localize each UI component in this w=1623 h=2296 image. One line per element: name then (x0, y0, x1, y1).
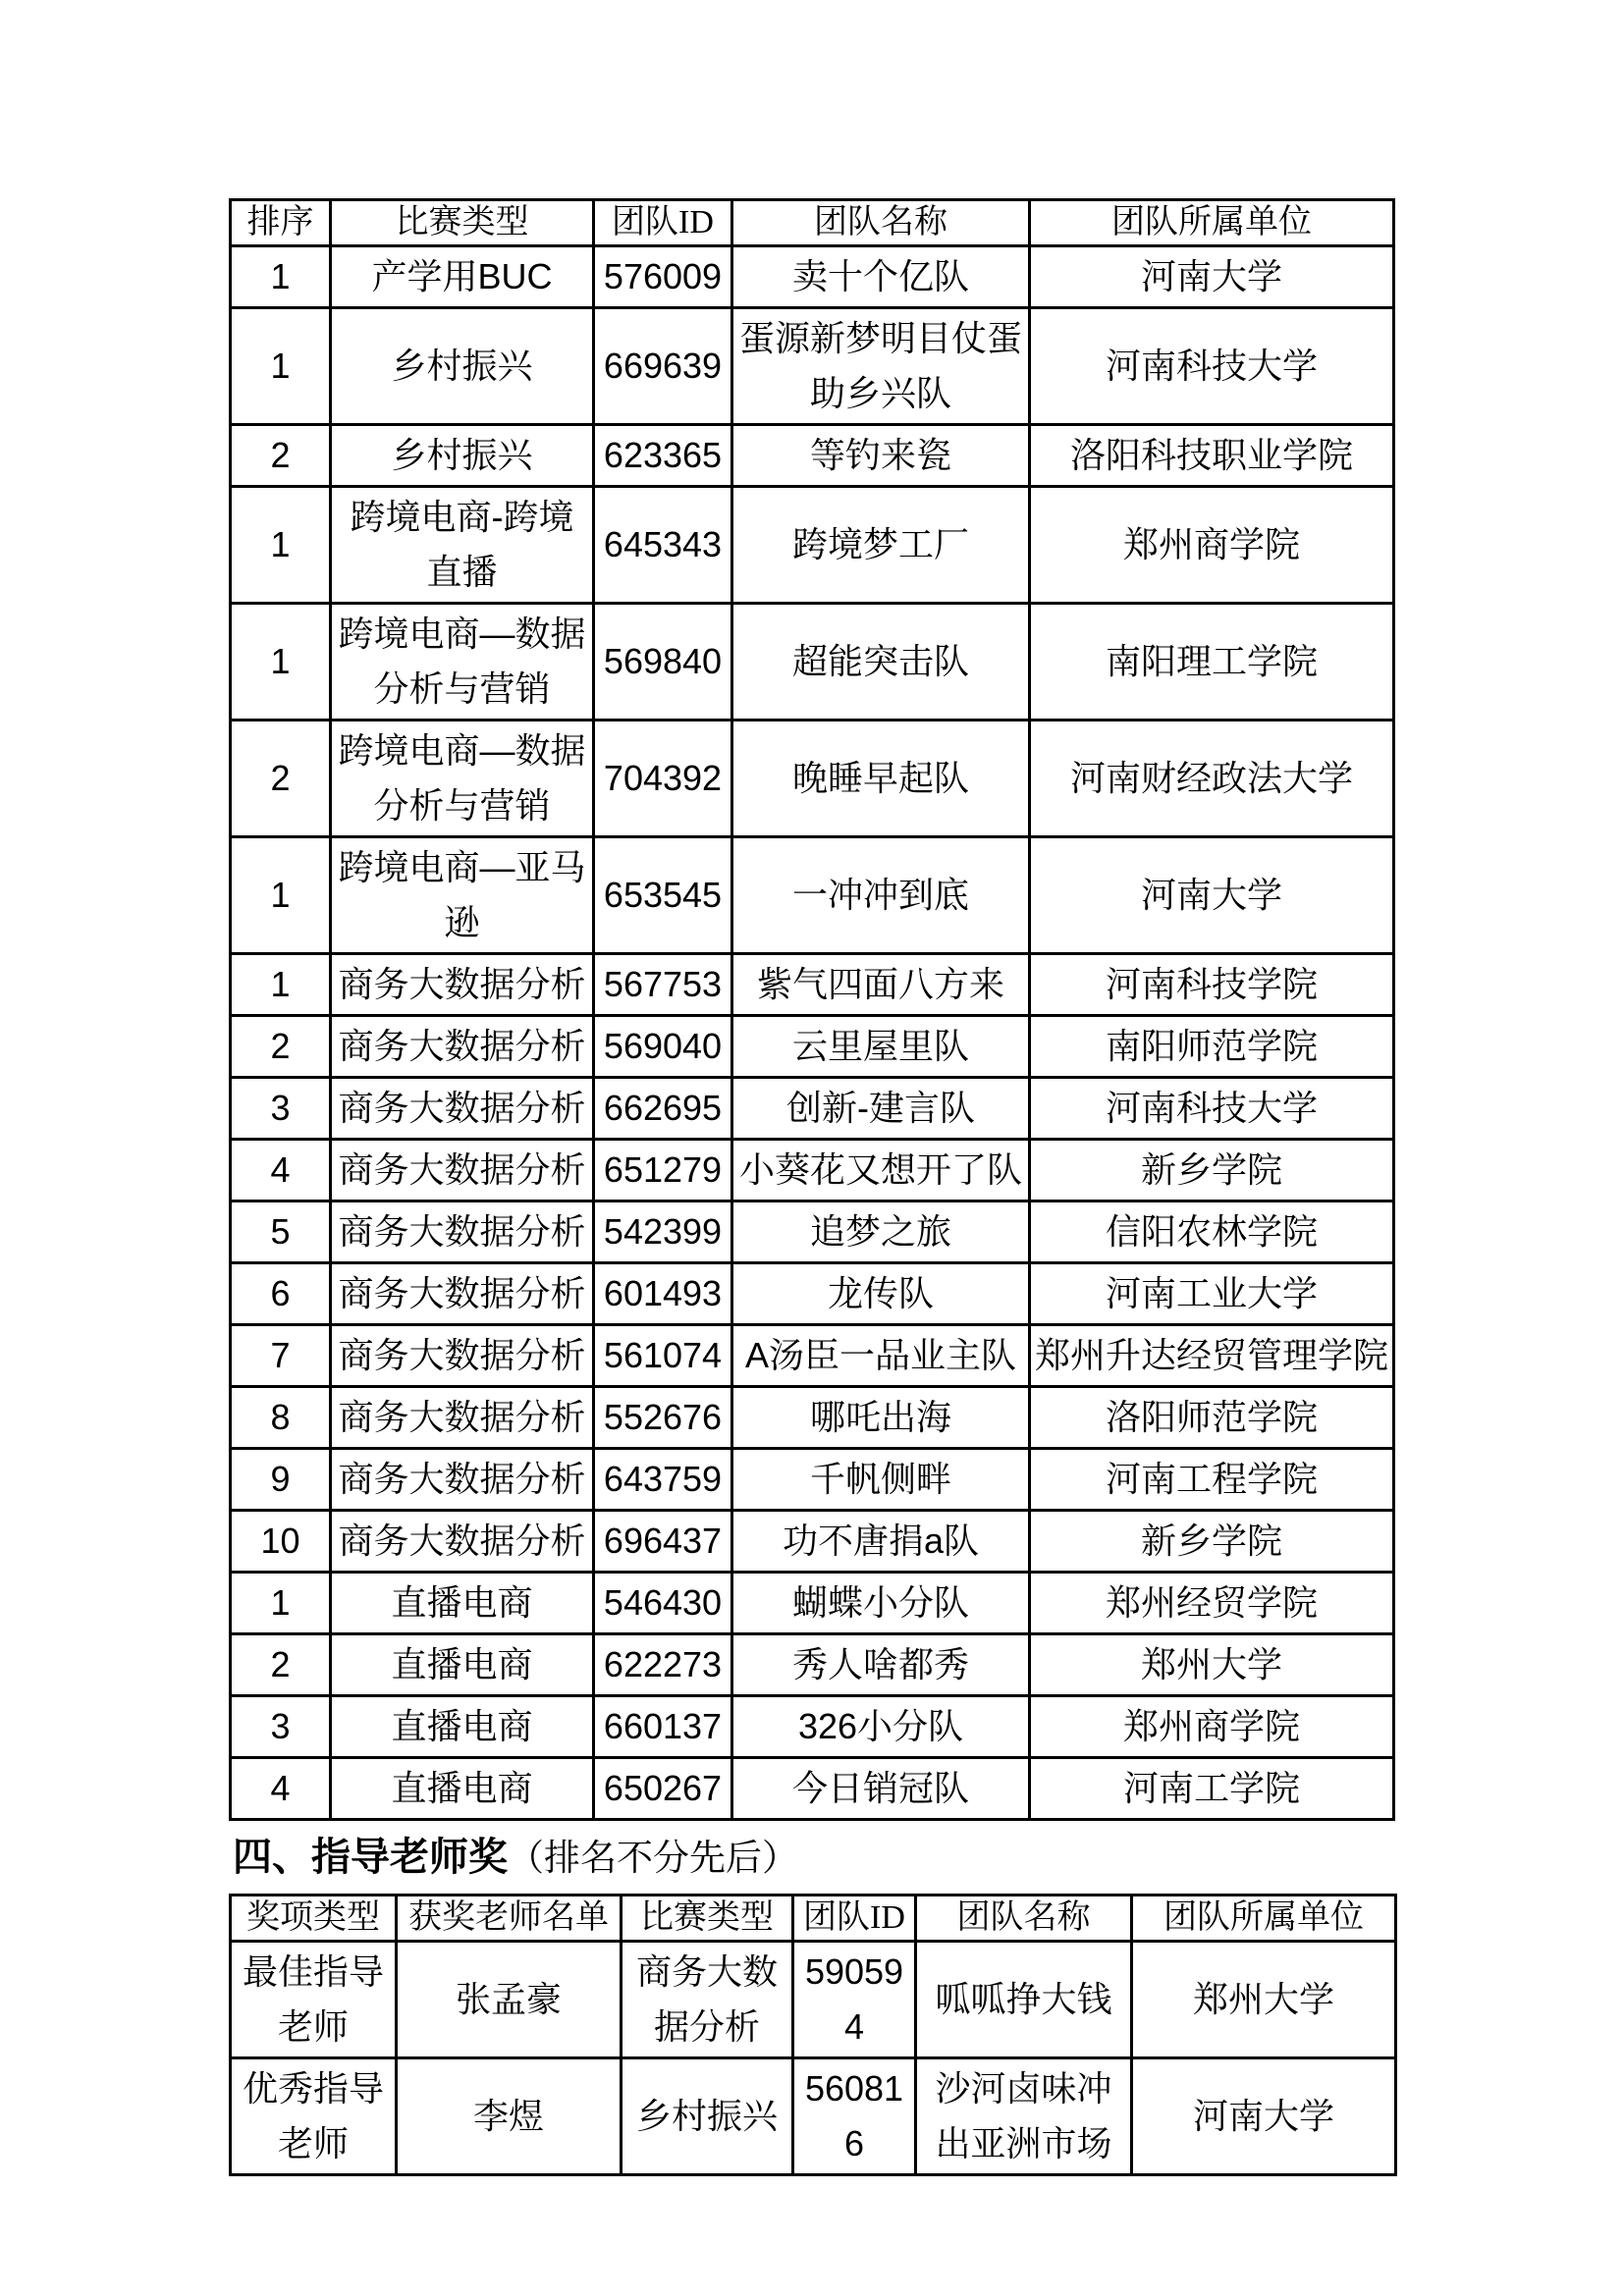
cell: 沙河卤味冲出亚洲市场 (916, 2058, 1132, 2175)
cell: 2 (231, 425, 331, 487)
cell: 创新-建言队 (732, 1078, 1030, 1140)
table-row (231, 1078, 1394, 1140)
table-row (231, 1201, 1394, 1263)
cell: 1 (231, 246, 331, 308)
cell: 功不唐捐a队 (732, 1511, 1030, 1573)
cell: 直播电商 (331, 1696, 594, 1758)
cell: 乡村振兴 (331, 308, 594, 425)
cell: 2 (231, 721, 331, 837)
cell: 542399 (594, 1201, 732, 1263)
table-row (231, 487, 1394, 604)
cell: 郑州大学 (1030, 1634, 1394, 1696)
column-header: 团队名称 (916, 1896, 1132, 1942)
cell: 河南大学 (1132, 2058, 1396, 2175)
cell: 超能突击队 (732, 604, 1030, 721)
cell: 直播电商 (331, 1573, 594, 1634)
section-title (229, 1833, 1623, 1884)
table-row (231, 2058, 1396, 2175)
cell: 1 (231, 1573, 331, 1634)
table-row (231, 837, 1394, 954)
table-row (231, 604, 1394, 721)
cell: 千帆侧畔 (732, 1449, 1030, 1511)
cell: 乡村振兴 (622, 2058, 793, 2175)
cell: 567753 (594, 954, 732, 1016)
cell: 河南科技大学 (1030, 1078, 1394, 1140)
cell: 546430 (594, 1573, 732, 1634)
cell: 蛋源新梦明目仗蛋助乡兴队 (732, 308, 1030, 425)
cell: 4 (231, 1758, 331, 1820)
table-row (231, 1387, 1394, 1449)
cell: 2 (231, 1016, 331, 1078)
table-row (231, 1634, 1394, 1696)
column-header: 团队所属单位 (1030, 200, 1394, 246)
awards-table-head (231, 200, 1394, 246)
cell: 河南大学 (1030, 246, 1394, 308)
cell: 李煜 (397, 2058, 622, 2175)
cell: 郑州商学院 (1030, 487, 1394, 604)
cell: 601493 (594, 1263, 732, 1325)
cell: 商务大数据分析 (622, 1942, 793, 2058)
cell: 561074 (594, 1325, 732, 1387)
cell: 569040 (594, 1016, 732, 1078)
cell: 商务大数据分析 (331, 1078, 594, 1140)
awards-table-body (231, 246, 1394, 1820)
cell: 696437 (594, 1511, 732, 1573)
cell: 650267 (594, 1758, 732, 1820)
cell: 河南工业大学 (1030, 1263, 1394, 1325)
cell: 645343 (594, 487, 732, 604)
cell: 7 (231, 1325, 331, 1387)
column-header: 团队ID (594, 200, 732, 246)
awards-table (229, 198, 1395, 1821)
cell: 秀人啥都秀 (732, 1634, 1030, 1696)
cell: 跨境电商-跨境直播 (331, 487, 594, 604)
cell: 郑州商学院 (1030, 1696, 1394, 1758)
cell: 商务大数据分析 (331, 1511, 594, 1573)
cell: 560816 (793, 2058, 916, 2175)
cell: 新乡学院 (1030, 1511, 1394, 1573)
cell: 623365 (594, 425, 732, 487)
cell: 商务大数据分析 (331, 1201, 594, 1263)
cell: 云里屋里队 (732, 1016, 1030, 1078)
cell: 紫气四面八方来 (732, 954, 1030, 1016)
cell: 跨境电商—数据分析与营销 (331, 721, 594, 837)
column-header: 比赛类型 (622, 1896, 793, 1942)
cell: 直播电商 (331, 1758, 594, 1820)
table-row (231, 1140, 1394, 1201)
table-row (231, 308, 1394, 425)
cell: 河南科技大学 (1030, 308, 1394, 425)
cell: 4 (231, 1140, 331, 1201)
cell: 南阳理工学院 (1030, 604, 1394, 721)
cell: 河南科技学院 (1030, 954, 1394, 1016)
cell: 1 (231, 954, 331, 1016)
section-title-note: （排名不分先后） (508, 1839, 798, 1879)
advisor-award-table (229, 1894, 1397, 2176)
cell: 河南工程学院 (1030, 1449, 1394, 1511)
cell: 新乡学院 (1030, 1140, 1394, 1201)
cell: 622273 (594, 1634, 732, 1696)
cell: 商务大数据分析 (331, 1263, 594, 1325)
cell: 蝴蝶小分队 (732, 1573, 1030, 1634)
cell: 洛阳师范学院 (1030, 1387, 1394, 1449)
table-row (231, 246, 1394, 308)
table-row (231, 1016, 1394, 1078)
cell: 1 (231, 837, 331, 954)
cell: 南阳师范学院 (1030, 1016, 1394, 1078)
cell: 552676 (594, 1387, 732, 1449)
cell: 郑州经贸学院 (1030, 1573, 1394, 1634)
cell: 5 (231, 1201, 331, 1263)
cell: 一冲冲到底 (732, 837, 1030, 954)
table-row (231, 1758, 1394, 1820)
cell: 商务大数据分析 (331, 1140, 594, 1201)
cell: 龙传队 (732, 1263, 1030, 1325)
column-header: 排序 (231, 200, 331, 246)
table-row (231, 1449, 1394, 1511)
cell: 3 (231, 1696, 331, 1758)
cell: 跨境电商—亚马逊 (331, 837, 594, 954)
cell: 追梦之旅 (732, 1201, 1030, 1263)
column-header: 获奖老师名单 (397, 1896, 622, 1942)
column-header: 奖项类型 (231, 1896, 397, 1942)
cell: 2 (231, 1634, 331, 1696)
cell: 小葵花又想开了队 (732, 1140, 1030, 1201)
cell: 662695 (594, 1078, 732, 1140)
cell: 商务大数据分析 (331, 1325, 594, 1387)
cell: 河南工学院 (1030, 1758, 1394, 1820)
cell: 商务大数据分析 (331, 1387, 594, 1449)
cell: 8 (231, 1387, 331, 1449)
cell: 晚睡早起队 (732, 721, 1030, 837)
column-header: 比赛类型 (331, 200, 594, 246)
table-row (231, 1263, 1394, 1325)
cell: 等钓来瓷 (732, 425, 1030, 487)
cell: 商务大数据分析 (331, 1449, 594, 1511)
cell: 郑州升达经贸管理学院 (1030, 1325, 1394, 1387)
cell: 最佳指导老师 (231, 1942, 397, 2058)
advisor-award-table-head (231, 1896, 1396, 1942)
section-title-text: 四、指导老师奖 (233, 1836, 508, 1879)
cell: 信阳农林学院 (1030, 1201, 1394, 1263)
cell: 590594 (793, 1942, 916, 2058)
table-row (231, 1511, 1394, 1573)
cell: 1 (231, 604, 331, 721)
table-row (231, 954, 1394, 1016)
table-row (231, 425, 1394, 487)
cell: 576009 (594, 246, 732, 308)
cell: 704392 (594, 721, 732, 837)
cell: 哪吒出海 (732, 1387, 1030, 1449)
cell: 产学用BUC (331, 246, 594, 308)
cell: 跨境电商—数据分析与营销 (331, 604, 594, 721)
cell: 张孟豪 (397, 1942, 622, 2058)
cell: 653545 (594, 837, 732, 954)
cell: 直播电商 (331, 1634, 594, 1696)
cell: 乡村振兴 (331, 425, 594, 487)
cell: 商务大数据分析 (331, 954, 594, 1016)
table-row (231, 1325, 1394, 1387)
column-header: 团队ID (793, 1896, 916, 1942)
header-row (231, 200, 1394, 246)
cell: 跨境梦工厂 (732, 487, 1030, 604)
table-row (231, 1942, 1396, 2058)
cell: 呱呱挣大钱 (916, 1942, 1132, 2058)
header-row (231, 1896, 1396, 1942)
cell: 9 (231, 1449, 331, 1511)
cell: 郑州大学 (1132, 1942, 1396, 2058)
column-header: 团队所属单位 (1132, 1896, 1396, 1942)
advisor-award-table-body (231, 1942, 1396, 2175)
cell: 洛阳科技职业学院 (1030, 425, 1394, 487)
cell: 1 (231, 308, 331, 425)
cell: 3 (231, 1078, 331, 1140)
cell: 优秀指导老师 (231, 2058, 397, 2175)
cell: 河南财经政法大学 (1030, 721, 1394, 837)
cell: 643759 (594, 1449, 732, 1511)
cell: 1 (231, 487, 331, 604)
cell: 河南大学 (1030, 837, 1394, 954)
cell: 卖十个亿队 (732, 246, 1030, 308)
cell: 326小分队 (732, 1696, 1030, 1758)
column-header: 团队名称 (732, 200, 1030, 246)
cell: 660137 (594, 1696, 732, 1758)
cell: A汤臣一品业主队 (732, 1325, 1030, 1387)
cell: 669639 (594, 308, 732, 425)
cell: 569840 (594, 604, 732, 721)
cell: 10 (231, 1511, 331, 1573)
table-row (231, 721, 1394, 837)
table-row (231, 1573, 1394, 1634)
table-row (231, 1696, 1394, 1758)
cell: 今日销冠队 (732, 1758, 1030, 1820)
cell: 商务大数据分析 (331, 1016, 594, 1078)
cell: 6 (231, 1263, 331, 1325)
cell: 651279 (594, 1140, 732, 1201)
